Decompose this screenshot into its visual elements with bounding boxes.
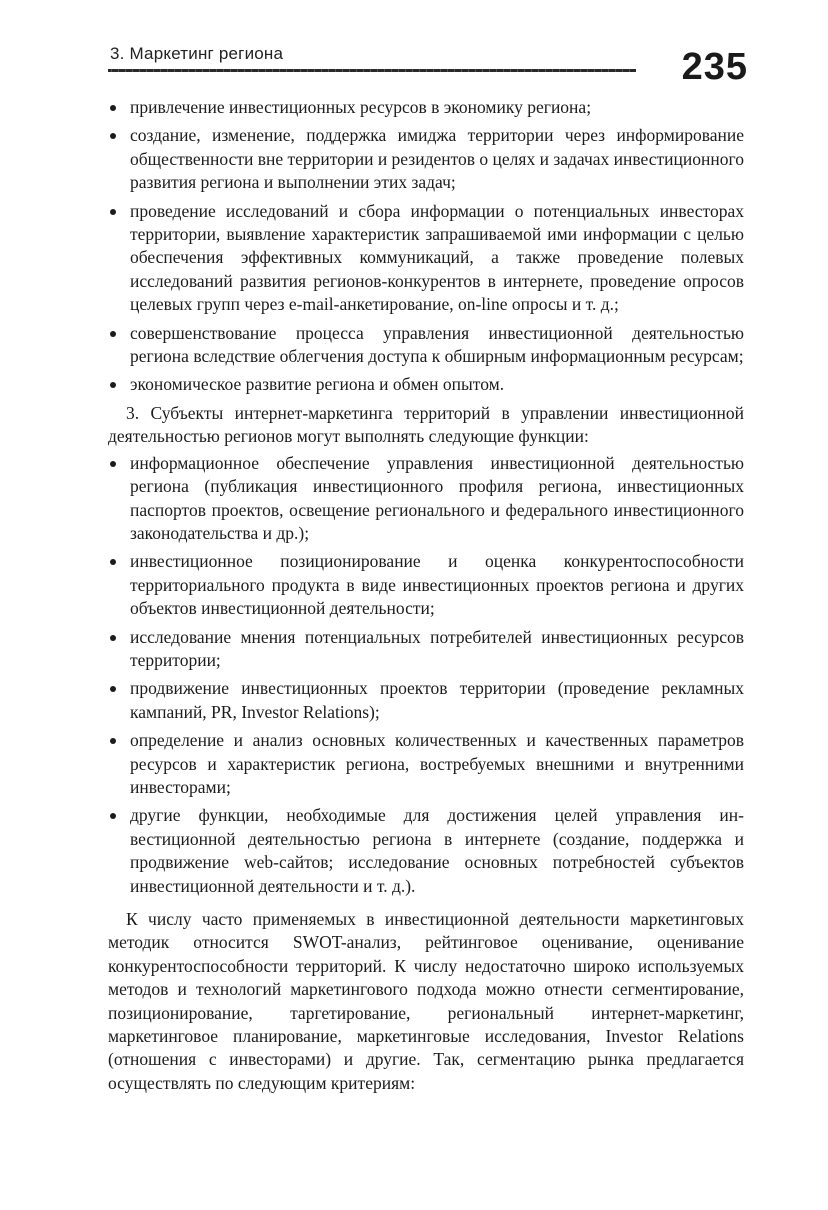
bullet-icon (110, 738, 116, 744)
list-item-text: исследование мнения потенциальных потребителей инвестиционных ресурсов территории; (130, 626, 744, 670)
list-item (108, 373, 744, 396)
bullet-icon (110, 461, 116, 467)
list-item (108, 96, 744, 119)
list-item (108, 124, 744, 194)
bullet-icon (110, 331, 116, 337)
list-item-text: другие функции, необходимые для достижения целей управления инвестиционной деятельностью региона в интернете (создание, поддержка и продвижение web-сайтов; исследование основных потребностей субъектов инвестиционной деятельности и т. д.). (130, 805, 744, 896)
bullet-icon (110, 559, 116, 565)
page-body (108, 96, 744, 1098)
list-item-text: информационное обеспечение управления инвестиционной деятельностью региона (публикация инвестиционного профиля региона, инвестиционных паспортов проектов, освещение регионального и федерального инвестиционного законодательства и др.); (130, 452, 744, 543)
list-item (108, 550, 744, 620)
bullet-icon (110, 635, 116, 641)
list-item-text: продвижение инвестиционных проектов территории (проведение рекламных кампаний, PR, Investor Relations); (130, 678, 744, 722)
list-item (108, 729, 744, 799)
page-header (108, 40, 748, 90)
header-rule (108, 69, 636, 72)
list-item-text: совершенствование процесса управления инвестиционной деятельностью региона вследствие облегчения доступа к обширным информационным ресурсам; (130, 322, 744, 367)
bullet-icon (110, 382, 116, 388)
bullet-icon (110, 105, 116, 111)
list-item-text: создание, изменение, поддержка имиджа территории через информирование общественности вне территории и резидентов о целях и задачах инвестиционного развития региона и выполнении этих задач; (130, 125, 744, 193)
list-item (108, 626, 744, 673)
bullet-icon (110, 209, 116, 215)
bullet-icon (110, 813, 116, 819)
list-item (108, 322, 744, 369)
functions-paragraph: 3. Субъекты интернет-маркетинга территорий в управлении инвестиционной деятельностью регионов могут выполнять следующие функции: (108, 402, 744, 447)
list-item-text: привлечение инвестиционных ресурсов в экономику региона; (130, 97, 592, 117)
functions-list (108, 452, 744, 898)
bullet-icon (110, 686, 116, 692)
list-item-text: экономическое развитие региона и обмен опытом. (130, 374, 505, 395)
bullet-icon (110, 133, 116, 139)
list-item (108, 200, 744, 317)
page-number: 235 (681, 46, 748, 88)
list-item (108, 677, 744, 724)
goals-list (108, 96, 744, 397)
methods-paragraph: К числу часто применяемых в инвестиционной деятельности маркетинговых методик относится SWOT-анализ, рейтинговое оценивание, оценивание конкурентоспособности территорий. К числу недостаточно широко используемых методов и технологий маркетингового подхода можно отнести сегментирование, позиционирование, таргетирование, региональный интернет-маркетинг, маркетинговое планирование, маркетинговые исследования, Investor Relations (отношения с инвесторами) и другие. Так, сегментацию рынка предлагается осуществлять по следующим критериям: (108, 909, 744, 1093)
list-item (108, 452, 744, 546)
list-item-text: определение и анализ основных количественных и качественных параметров ресурсов и характеристик региона, востребуемых внешними и внутренними инвесторами; (130, 730, 744, 797)
running-head: 3. Маркетинг региона (110, 44, 284, 63)
list-item-text: инвестиционное позиционирование и оценка конкурентоспособности территориального продукта в виде инвестиционных проектов региона и других объектов инвестиционной деятельности; (130, 551, 744, 619)
list-item (108, 804, 744, 898)
list-item-text: проведение исследований и сбора информации о потенциальных инвесторах территории, выявление характеристик запрашиваемой ими информации с целью обеспечения эффективных коммуникаций, а также проведение полевых исследований развития регионов-конкурентов в интернете, проведение опросов целевых групп через e-mail-анкетирование, on-line опросы и т. д.; (130, 200, 744, 315)
